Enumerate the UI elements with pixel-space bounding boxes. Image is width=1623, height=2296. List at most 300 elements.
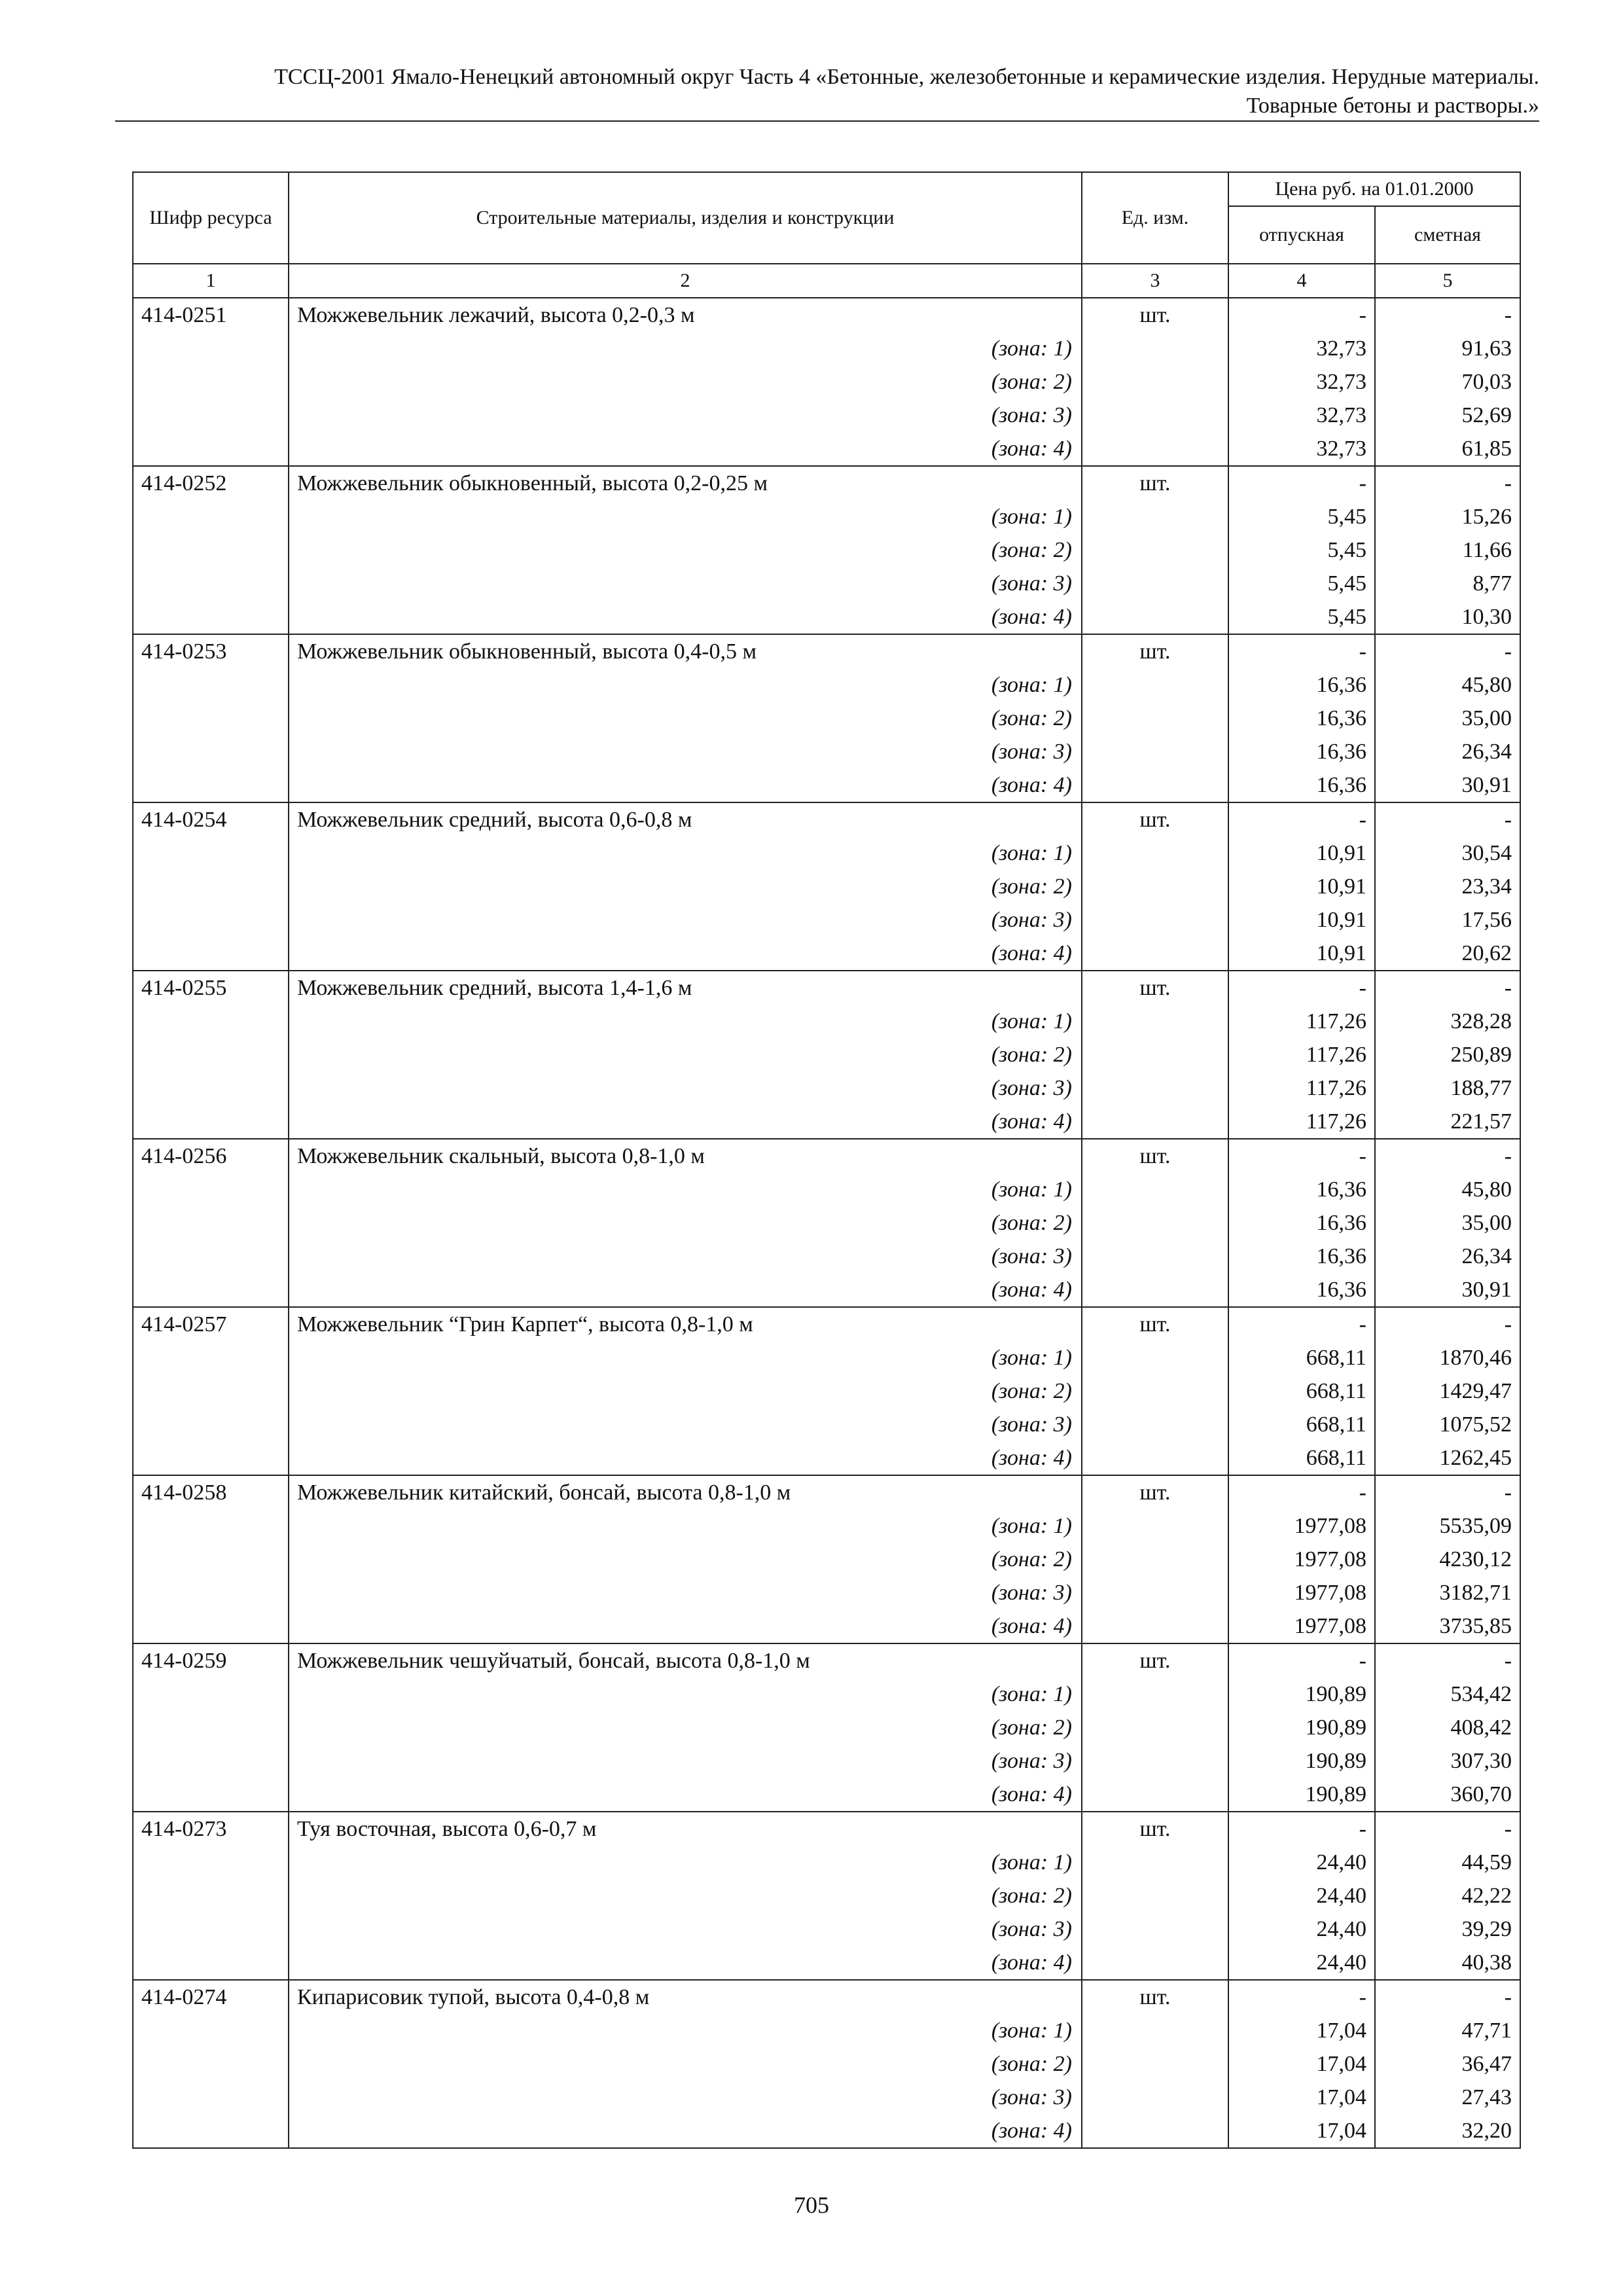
zone-label: (зона: 1) bbox=[289, 500, 1082, 533]
zone-row bbox=[133, 1711, 1520, 1744]
zone-row bbox=[133, 1240, 1520, 1273]
zone-price-release: 190,89 bbox=[1228, 1677, 1375, 1711]
zone-price-estimate: 40,38 bbox=[1375, 1946, 1520, 1980]
zone-price-release: 5,45 bbox=[1228, 500, 1375, 533]
zone-row bbox=[133, 1206, 1520, 1240]
zone-price-release: 32,73 bbox=[1228, 365, 1375, 399]
resource-code: 414-0258 bbox=[133, 1475, 289, 1509]
resource-row bbox=[133, 1475, 1520, 1509]
zone-unit-empty bbox=[1082, 1744, 1228, 1778]
price-release: - bbox=[1228, 1980, 1375, 2014]
zone-label: (зона: 3) bbox=[289, 1576, 1082, 1609]
resource-name: Можжевельник обыкновенный, высота 0,2-0,25 м bbox=[289, 466, 1082, 500]
zone-price-release: 17,04 bbox=[1228, 2081, 1375, 2114]
resource-unit: шт. bbox=[1082, 1980, 1228, 2014]
resource-name: Можжевельник средний, высота 1,4-1,6 м bbox=[289, 971, 1082, 1005]
zone-label: (зона: 2) bbox=[289, 1206, 1082, 1240]
zone-label: (зона: 1) bbox=[289, 1341, 1082, 1374]
zone-price-estimate: 47,71 bbox=[1375, 2014, 1520, 2047]
zone-label: (зона: 4) bbox=[289, 937, 1082, 971]
zone-label: (зона: 2) bbox=[289, 365, 1082, 399]
zone-price-estimate: 17,56 bbox=[1375, 903, 1520, 937]
zone-label: (зона: 1) bbox=[289, 1173, 1082, 1206]
price-release: - bbox=[1228, 971, 1375, 1005]
zone-label: (зона: 4) bbox=[289, 1778, 1082, 1812]
zone-label: (зона: 3) bbox=[289, 567, 1082, 600]
zone-code-empty bbox=[133, 1509, 289, 1543]
zone-row bbox=[133, 2047, 1520, 2081]
zone-row bbox=[133, 1071, 1520, 1105]
price-table bbox=[132, 171, 1521, 2149]
price-estimate: - bbox=[1375, 634, 1520, 668]
resource-code: 414-0273 bbox=[133, 1812, 289, 1846]
zone-row bbox=[133, 332, 1520, 365]
resource-unit: шт. bbox=[1082, 1812, 1228, 1846]
zone-code-empty bbox=[133, 600, 289, 634]
zone-label: (зона: 4) bbox=[289, 768, 1082, 802]
zone-unit-empty bbox=[1082, 600, 1228, 634]
zone-price-release: 16,36 bbox=[1228, 768, 1375, 802]
zone-code-empty bbox=[133, 2081, 289, 2114]
zone-unit-empty bbox=[1082, 702, 1228, 735]
zone-row bbox=[133, 500, 1520, 533]
zone-row bbox=[133, 735, 1520, 768]
zone-label: (зона: 4) bbox=[289, 2114, 1082, 2148]
zone-unit-empty bbox=[1082, 1038, 1228, 1071]
price-release: - bbox=[1228, 1643, 1375, 1677]
zone-price-release: 17,04 bbox=[1228, 2047, 1375, 2081]
resource-name: Можжевельник средний, высота 0,6-0,8 м bbox=[289, 802, 1082, 836]
resource-name: Туя восточная, высота 0,6-0,7 м bbox=[289, 1812, 1082, 1846]
zone-code-empty bbox=[133, 1441, 289, 1475]
resource-unit: шт. bbox=[1082, 802, 1228, 836]
zone-label: (зона: 2) bbox=[289, 1038, 1082, 1071]
zone-label: (зона: 2) bbox=[289, 533, 1082, 567]
zone-price-estimate: 534,42 bbox=[1375, 1677, 1520, 1711]
zone-price-release: 17,04 bbox=[1228, 2114, 1375, 2148]
zone-price-estimate: 35,00 bbox=[1375, 1206, 1520, 1240]
zone-price-estimate: 45,80 bbox=[1375, 1173, 1520, 1206]
zone-price-estimate: 36,47 bbox=[1375, 2047, 1520, 2081]
zone-row bbox=[133, 1543, 1520, 1576]
zone-code-empty bbox=[133, 1071, 289, 1105]
price-release: - bbox=[1228, 1812, 1375, 1846]
zone-price-estimate: 5535,09 bbox=[1375, 1509, 1520, 1543]
price-estimate: - bbox=[1375, 971, 1520, 1005]
resource-code: 414-0257 bbox=[133, 1307, 289, 1341]
zone-price-release: 117,26 bbox=[1228, 1005, 1375, 1038]
zone-price-estimate: 44,59 bbox=[1375, 1846, 1520, 1879]
zone-price-estimate: 26,34 bbox=[1375, 735, 1520, 768]
resource-row bbox=[133, 802, 1520, 836]
running-header-line-1: ТССЦ-2001 Ямало-Ненецкий автономный округ Часть 4 «Бетонные, железобетонные и керамические изделия. Нерудные материалы. bbox=[274, 65, 1539, 89]
resource-unit: шт. bbox=[1082, 971, 1228, 1005]
zone-price-estimate: 32,20 bbox=[1375, 2114, 1520, 2148]
zone-unit-empty bbox=[1082, 1912, 1228, 1946]
zone-price-release: 16,36 bbox=[1228, 735, 1375, 768]
zone-code-empty bbox=[133, 2047, 289, 2081]
zone-code-empty bbox=[133, 1846, 289, 1879]
zone-label: (зона: 2) bbox=[289, 1374, 1082, 1408]
zone-price-estimate: 307,30 bbox=[1375, 1744, 1520, 1778]
resource-row bbox=[133, 1812, 1520, 1846]
zone-price-release: 668,11 bbox=[1228, 1408, 1375, 1441]
zone-row bbox=[133, 1038, 1520, 1071]
header-rule bbox=[115, 120, 1539, 122]
zone-unit-empty bbox=[1082, 1677, 1228, 1711]
zone-code-empty bbox=[133, 1677, 289, 1711]
zone-price-release: 32,73 bbox=[1228, 332, 1375, 365]
zone-label: (зона: 3) bbox=[289, 1071, 1082, 1105]
zone-price-estimate: 61,85 bbox=[1375, 432, 1520, 466]
zone-price-estimate: 360,70 bbox=[1375, 1778, 1520, 1812]
zone-label: (зона: 2) bbox=[289, 870, 1082, 903]
zone-unit-empty bbox=[1082, 365, 1228, 399]
resource-name: Можжевельник китайский, бонсай, высота 0,8-1,0 м bbox=[289, 1475, 1082, 1509]
resource-code: 414-0274 bbox=[133, 1980, 289, 2014]
zone-label: (зона: 1) bbox=[289, 1509, 1082, 1543]
zone-unit-empty bbox=[1082, 2047, 1228, 2081]
zone-label: (зона: 1) bbox=[289, 1846, 1082, 1879]
price-release: - bbox=[1228, 634, 1375, 668]
zone-price-release: 1977,08 bbox=[1228, 1543, 1375, 1576]
zone-label: (зона: 4) bbox=[289, 1609, 1082, 1643]
zone-label: (зона: 4) bbox=[289, 1105, 1082, 1139]
zone-label: (зона: 4) bbox=[289, 1441, 1082, 1475]
zone-price-release: 5,45 bbox=[1228, 600, 1375, 634]
zone-code-empty bbox=[133, 1105, 289, 1139]
zone-price-estimate: 10,30 bbox=[1375, 600, 1520, 634]
zone-price-estimate: 1870,46 bbox=[1375, 1341, 1520, 1374]
zone-unit-empty bbox=[1082, 768, 1228, 802]
resource-row bbox=[133, 971, 1520, 1005]
price-table-body bbox=[133, 298, 1520, 2148]
zone-row bbox=[133, 1946, 1520, 1980]
zone-price-estimate: 328,28 bbox=[1375, 1005, 1520, 1038]
zone-price-estimate: 26,34 bbox=[1375, 1240, 1520, 1273]
zone-unit-empty bbox=[1082, 1005, 1228, 1038]
zone-code-empty bbox=[133, 1038, 289, 1071]
price-estimate: - bbox=[1375, 298, 1520, 332]
zone-row bbox=[133, 365, 1520, 399]
zone-unit-empty bbox=[1082, 1374, 1228, 1408]
zone-label: (зона: 2) bbox=[289, 702, 1082, 735]
zone-price-release: 10,91 bbox=[1228, 870, 1375, 903]
zone-label: (зона: 1) bbox=[289, 836, 1082, 870]
zone-price-estimate: 8,77 bbox=[1375, 567, 1520, 600]
zone-price-release: 5,45 bbox=[1228, 567, 1375, 600]
resource-row bbox=[133, 298, 1520, 332]
zone-price-estimate: 4230,12 bbox=[1375, 1543, 1520, 1576]
price-estimate: - bbox=[1375, 1139, 1520, 1173]
zone-row bbox=[133, 1677, 1520, 1711]
zone-unit-empty bbox=[1082, 1509, 1228, 1543]
header-price-release: отпускная bbox=[1228, 206, 1375, 264]
zone-code-empty bbox=[133, 500, 289, 533]
zone-unit-empty bbox=[1082, 870, 1228, 903]
zone-label: (зона: 2) bbox=[289, 1879, 1082, 1912]
zone-unit-empty bbox=[1082, 1846, 1228, 1879]
zone-code-empty bbox=[133, 1005, 289, 1038]
price-estimate: - bbox=[1375, 466, 1520, 500]
zone-unit-empty bbox=[1082, 1173, 1228, 1206]
zone-price-release: 117,26 bbox=[1228, 1038, 1375, 1071]
zone-code-empty bbox=[133, 1408, 289, 1441]
zone-price-release: 24,40 bbox=[1228, 1912, 1375, 1946]
zone-code-empty bbox=[133, 1879, 289, 1912]
zone-code-empty bbox=[133, 1576, 289, 1609]
zone-price-release: 1977,08 bbox=[1228, 1576, 1375, 1609]
resource-row bbox=[133, 1139, 1520, 1173]
zone-price-estimate: 45,80 bbox=[1375, 668, 1520, 702]
zone-price-release: 17,04 bbox=[1228, 2014, 1375, 2047]
zone-price-estimate: 27,43 bbox=[1375, 2081, 1520, 2114]
resource-unit: шт. bbox=[1082, 1139, 1228, 1173]
zone-label: (зона: 3) bbox=[289, 1240, 1082, 1273]
zone-unit-empty bbox=[1082, 2081, 1228, 2114]
resource-name: Можжевельник лежачий, высота 0,2-0,3 м bbox=[289, 298, 1082, 332]
zone-code-empty bbox=[133, 768, 289, 802]
resource-unit: шт. bbox=[1082, 634, 1228, 668]
zone-price-release: 190,89 bbox=[1228, 1711, 1375, 1744]
zone-row bbox=[133, 870, 1520, 903]
zone-label: (зона: 3) bbox=[289, 1408, 1082, 1441]
price-release: - bbox=[1228, 466, 1375, 500]
price-release: - bbox=[1228, 1475, 1375, 1509]
zone-unit-empty bbox=[1082, 735, 1228, 768]
price-estimate: - bbox=[1375, 1643, 1520, 1677]
zone-code-empty bbox=[133, 332, 289, 365]
zone-code-empty bbox=[133, 1543, 289, 1576]
zone-label: (зона: 3) bbox=[289, 1912, 1082, 1946]
zone-label: (зона: 1) bbox=[289, 1677, 1082, 1711]
zone-code-empty bbox=[133, 399, 289, 432]
resource-unit: шт. bbox=[1082, 466, 1228, 500]
zone-row bbox=[133, 399, 1520, 432]
zone-price-estimate: 250,89 bbox=[1375, 1038, 1520, 1071]
zone-unit-empty bbox=[1082, 1341, 1228, 1374]
zone-row bbox=[133, 1509, 1520, 1543]
zone-label: (зона: 3) bbox=[289, 1744, 1082, 1778]
zone-price-estimate: 30,91 bbox=[1375, 768, 1520, 802]
zone-price-estimate: 1075,52 bbox=[1375, 1408, 1520, 1441]
zone-code-empty bbox=[133, 365, 289, 399]
running-header-line-2: Товарные бетоны и растворы.» bbox=[1246, 94, 1539, 118]
zone-unit-empty bbox=[1082, 1273, 1228, 1307]
zone-unit-empty bbox=[1082, 1441, 1228, 1475]
zone-code-empty bbox=[133, 1609, 289, 1643]
zone-unit-empty bbox=[1082, 1711, 1228, 1744]
zone-code-empty bbox=[133, 2114, 289, 2148]
resource-row bbox=[133, 634, 1520, 668]
zone-price-release: 32,73 bbox=[1228, 399, 1375, 432]
zone-price-release: 16,36 bbox=[1228, 1273, 1375, 1307]
header-code: Шифр ресурса bbox=[133, 172, 289, 264]
zone-row bbox=[133, 1374, 1520, 1408]
price-release: - bbox=[1228, 298, 1375, 332]
zone-code-empty bbox=[133, 432, 289, 466]
resource-code: 414-0251 bbox=[133, 298, 289, 332]
zone-price-estimate: 39,29 bbox=[1375, 1912, 1520, 1946]
zone-unit-empty bbox=[1082, 332, 1228, 365]
zone-row bbox=[133, 1408, 1520, 1441]
zone-code-empty bbox=[133, 1173, 289, 1206]
zone-unit-empty bbox=[1082, 399, 1228, 432]
zone-unit-empty bbox=[1082, 567, 1228, 600]
zone-price-estimate: 3735,85 bbox=[1375, 1609, 1520, 1643]
resource-code: 414-0254 bbox=[133, 802, 289, 836]
zone-code-empty bbox=[133, 1912, 289, 1946]
zone-price-release: 16,36 bbox=[1228, 1173, 1375, 1206]
zone-price-estimate: 188,77 bbox=[1375, 1071, 1520, 1105]
price-release: - bbox=[1228, 802, 1375, 836]
zone-code-empty bbox=[133, 1711, 289, 1744]
zone-label: (зона: 1) bbox=[289, 332, 1082, 365]
zone-price-release: 117,26 bbox=[1228, 1071, 1375, 1105]
header-column-number: 2 bbox=[289, 264, 1082, 298]
resource-row bbox=[133, 1643, 1520, 1677]
header-price-estimate: сметная bbox=[1375, 206, 1520, 264]
zone-row bbox=[133, 1441, 1520, 1475]
resource-row bbox=[133, 1307, 1520, 1341]
zone-unit-empty bbox=[1082, 1778, 1228, 1812]
zone-unit-empty bbox=[1082, 1946, 1228, 1980]
zone-price-estimate: 1429,47 bbox=[1375, 1374, 1520, 1408]
resource-unit: шт. bbox=[1082, 298, 1228, 332]
resource-row bbox=[133, 1980, 1520, 2014]
resource-unit: шт. bbox=[1082, 1307, 1228, 1341]
zone-price-release: 1977,08 bbox=[1228, 1609, 1375, 1643]
zone-row bbox=[133, 533, 1520, 567]
zone-row bbox=[133, 2014, 1520, 2047]
zone-price-estimate: 52,69 bbox=[1375, 399, 1520, 432]
zone-unit-empty bbox=[1082, 533, 1228, 567]
zone-unit-empty bbox=[1082, 1206, 1228, 1240]
zone-code-empty bbox=[133, 533, 289, 567]
zone-unit-empty bbox=[1082, 1408, 1228, 1441]
resource-code: 414-0256 bbox=[133, 1139, 289, 1173]
zone-row bbox=[133, 1576, 1520, 1609]
price-table-header bbox=[133, 172, 1520, 298]
zone-price-release: 668,11 bbox=[1228, 1441, 1375, 1475]
zone-unit-empty bbox=[1082, 1576, 1228, 1609]
zone-unit-empty bbox=[1082, 1240, 1228, 1273]
zone-row bbox=[133, 937, 1520, 971]
zone-unit-empty bbox=[1082, 1071, 1228, 1105]
zone-price-release: 1977,08 bbox=[1228, 1509, 1375, 1543]
zone-label: (зона: 3) bbox=[289, 2081, 1082, 2114]
zone-row bbox=[133, 768, 1520, 802]
price-estimate: - bbox=[1375, 802, 1520, 836]
zone-price-estimate: 23,34 bbox=[1375, 870, 1520, 903]
zone-row bbox=[133, 1273, 1520, 1307]
resource-name: Кипарисовик тупой, высота 0,4-0,8 м bbox=[289, 1980, 1082, 2014]
zone-unit-empty bbox=[1082, 903, 1228, 937]
zone-row bbox=[133, 1778, 1520, 1812]
zone-label: (зона: 1) bbox=[289, 668, 1082, 702]
zone-price-release: 10,91 bbox=[1228, 836, 1375, 870]
zone-price-estimate: 20,62 bbox=[1375, 937, 1520, 971]
zone-price-release: 190,89 bbox=[1228, 1778, 1375, 1812]
zone-label: (зона: 2) bbox=[289, 2047, 1082, 2081]
zone-label: (зона: 2) bbox=[289, 1543, 1082, 1576]
zone-code-empty bbox=[133, 1744, 289, 1778]
zone-code-empty bbox=[133, 836, 289, 870]
header-column-number: 5 bbox=[1375, 264, 1520, 298]
resource-name: Можжевельник “Грин Карпет“, высота 0,8-1,0 м bbox=[289, 1307, 1082, 1341]
zone-row bbox=[133, 2114, 1520, 2148]
zone-price-release: 10,91 bbox=[1228, 903, 1375, 937]
zone-row bbox=[133, 668, 1520, 702]
zone-price-release: 16,36 bbox=[1228, 702, 1375, 735]
zone-unit-empty bbox=[1082, 1879, 1228, 1912]
resource-code: 414-0259 bbox=[133, 1643, 289, 1677]
zone-unit-empty bbox=[1082, 668, 1228, 702]
zone-price-estimate: 42,22 bbox=[1375, 1879, 1520, 1912]
zone-price-estimate: 1262,45 bbox=[1375, 1441, 1520, 1475]
zone-price-estimate: 15,26 bbox=[1375, 500, 1520, 533]
zone-price-release: 668,11 bbox=[1228, 1341, 1375, 1374]
zone-price-release: 24,40 bbox=[1228, 1879, 1375, 1912]
zone-label: (зона: 3) bbox=[289, 903, 1082, 937]
header-column-number: 1 bbox=[133, 264, 289, 298]
zone-row bbox=[133, 1609, 1520, 1643]
zone-price-estimate: 70,03 bbox=[1375, 365, 1520, 399]
zone-price-release: 16,36 bbox=[1228, 668, 1375, 702]
resource-code: 414-0255 bbox=[133, 971, 289, 1005]
zone-label: (зона: 1) bbox=[289, 1005, 1082, 1038]
page-number: 705 bbox=[794, 2192, 829, 2218]
zone-row bbox=[133, 903, 1520, 937]
zone-row bbox=[133, 702, 1520, 735]
zone-unit-empty bbox=[1082, 937, 1228, 971]
zone-row bbox=[133, 1879, 1520, 1912]
zone-price-release: 16,36 bbox=[1228, 1206, 1375, 1240]
zone-price-release: 5,45 bbox=[1228, 533, 1375, 567]
running-header bbox=[115, 63, 1539, 120]
zone-code-empty bbox=[133, 567, 289, 600]
zone-label: (зона: 4) bbox=[289, 1946, 1082, 1980]
zone-price-estimate: 3182,71 bbox=[1375, 1576, 1520, 1609]
resource-name: Можжевельник скальный, высота 0,8-1,0 м bbox=[289, 1139, 1082, 1173]
resource-name: Можжевельник обыкновенный, высота 0,4-0,5 м bbox=[289, 634, 1082, 668]
zone-code-empty bbox=[133, 1240, 289, 1273]
zone-row bbox=[133, 600, 1520, 634]
price-estimate: - bbox=[1375, 1475, 1520, 1509]
zone-price-release: 190,89 bbox=[1228, 1744, 1375, 1778]
zone-code-empty bbox=[133, 903, 289, 937]
zone-row bbox=[133, 2081, 1520, 2114]
zone-label: (зона: 4) bbox=[289, 600, 1082, 634]
zone-price-release: 32,73 bbox=[1228, 432, 1375, 466]
zone-row bbox=[133, 432, 1520, 466]
zone-unit-empty bbox=[1082, 836, 1228, 870]
zone-row bbox=[133, 836, 1520, 870]
resource-code: 414-0252 bbox=[133, 466, 289, 500]
zone-price-estimate: 30,54 bbox=[1375, 836, 1520, 870]
zone-label: (зона: 4) bbox=[289, 1273, 1082, 1307]
zone-price-release: 668,11 bbox=[1228, 1374, 1375, 1408]
zone-row bbox=[133, 1846, 1520, 1879]
header-price-group: Цена руб. на 01.01.2000 bbox=[1228, 172, 1520, 206]
zone-code-empty bbox=[133, 1946, 289, 1980]
zone-price-estimate: 221,57 bbox=[1375, 1105, 1520, 1139]
price-estimate: - bbox=[1375, 1307, 1520, 1341]
zone-unit-empty bbox=[1082, 1543, 1228, 1576]
zone-unit-empty bbox=[1082, 1609, 1228, 1643]
zone-code-empty bbox=[133, 735, 289, 768]
zone-code-empty bbox=[133, 702, 289, 735]
